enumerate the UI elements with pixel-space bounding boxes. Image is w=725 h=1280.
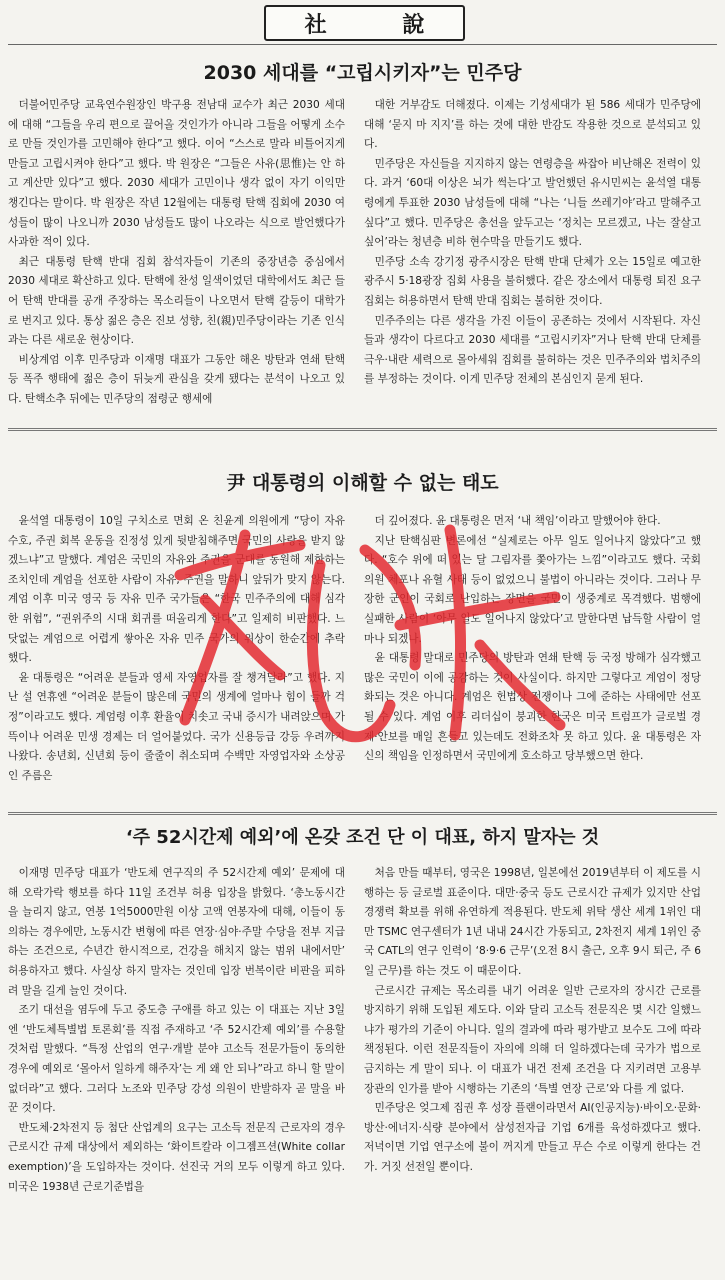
editorial-1-left-para-2: 최근 대통령 탄핵 반대 집회 참석자들이 기존의 중장년층 중심에서 2030 세대로 확산하고 있다. 탄핵에 찬성 일색이었던 대학에서도 최근 들어 탄핵 반대를 공개 주장하는 목소리들이 나오면서 탄핵 갈등이 대학가로 번지고 있다. 통상 젊은 층은 진보 성향, 친(親)민주당이라는 기존 인식과는 다른 새로운 현상이다.	[8, 255, 345, 347]
editorial-3-right-para-2: 근로시간 규제는 목소리를 내기 어려운 일반 근로자의 장시간 근로를 방지하기 위해 도입된 제도다. 이와 달리 고소득 전문직은 몇 시간 일했느냐가 평가의 기준이 아니다. 일의 결과에 따라 평가받고 보수도 그에 따라 책정된다. 이런 전문직들이 자의에 의해 더 일하겠다는데 국가가 법으로 금지하는 게 말이 되나. 이 대표가 내건 전제 조건을 다 지키려면 고용부 장관의 인가를 받아 시행하는 기존의 ‘특별 연장 근로’와 다를 게 없다.	[364, 984, 701, 1095]
editorial-2-left-para-1: 윤석열 대통령이 10일 구치소로 면회 온 친윤계 의원에게 “당이 자유 수호, 주권 회복 운동을 진정성 있게 뒷받침해주면 국민의 사랑을 받지 않겠느냐”고 말했다. 계엄은 국민의 자유와 주권을 군대를 동원해 제한하는 조치인데 계엄을 선포한 사람이 자유, 주권을 말하니 앞뒤가 맞지 않는다. 계엄 이후 미국 영국 등 자유 민주 국가들은 “한국 민주주의에 대해 심각한 위험”, “권위주의 시대 회귀를 떠올리게 한다”고 일제히 비판했다. 느닷없는 계엄으로 어렵게 쌓아온 자유 민주 국가의 위상이 한순간에 추락했다.	[8, 515, 345, 665]
editorial-1-left-para-1: 더불어민주당 교육연수원장인 박구용 전남대 교수가 최근 2030 세대에 대해 “그들을 우리 편으로 끌어올 것인가가 아니라 그들을 어떻게 소수로 만들 것인가를 고민해야 한다”고 했다. 이어 “스스로 말라 비틀어지게 만들고 고립시켜야 한다”고 했다. 박 원장은 “그들은 사유(思惟)는 안 하고 계산만 있다”고 했다. 2030 세대가 고민이나 생각 없이 자기 이익만 챙긴다는 말이다. 박 원장은 작년 12월에는 대통령 탄핵 집회에 2030 여성들이 많이 나오니까 2030 남성들도 많이 나오라는 식으로 발언했다가 사과한 적이 있다.	[8, 99, 345, 249]
editorial-3-left-para-2: 조기 대선을 염두에 두고 중도층 구애를 하고 있는 이 대표는 지난 3일엔 ‘반도체특별법 토론회’를 직접 주재하고 ‘주 52시간제 예외’를 수용할 것처럼 말했다. “특정 산업의 연구·개발 분야 고소득 전문가들이 동의한 경우에 예외로 ‘몰아서 일하게 해주자’는 게 왜 안 되나”라고 하니 할 말이 없더라”고 했다. 그러다 노조와 민주당 강성 의원이 반발하자 곧 말을 바꾼 것이다.	[8, 1004, 345, 1115]
masthead-title: 社 說	[304, 11, 459, 38]
editorial-3-left-column	[8, 864, 345, 1260]
editorial-3-headline: ‘주 52시간제 예외’에 온갖 조건 단 이 대표, 하지 말자는 것	[125, 827, 600, 848]
editorial-2-left-column	[8, 512, 345, 806]
divider-1	[8, 428, 717, 431]
editorial-3-left-para-1: 이재명 민주당 대표가 ‘반도체 연구직의 주 52시간제 예외’ 문제에 대해 오락가락 행보를 하다 11일 조건부 허용 입장을 밝혔다. ‘총노동시간을 늘리지 않고, 연봉 1억5000만원 이상 고액 연봉자에 대해, 이들이 동의하는 경우에만, 노동시간 변형에 따른 연장·심야·주말 수당을 전부 지급하는 조건으로, 수년간 한시적으로, 건강을 해치지 않는 범위 내에서만’ 허용하자고 했다. 사실상 하지 말자는 것인데 입장 번복이란 비판을 피하려 말을 길게 늘인 것이다.	[8, 867, 345, 997]
editorial-1-right-column	[364, 96, 701, 422]
editorial-3-right-para-1: 처음 만들 때부터, 영국은 1998년, 일본에선 2019년부터 이 제도를 시행하는 등 글로벌 표준이다. 대만·중국 등도 근로시간 규제가 있지만 산업 경쟁력 확보를 위해 유연하게 적용된다. 반도체 위탁 생산 세계 1위인 대만 TSMC 연구센터가 1년 내내 24시간 가동되고, 2차전지 세계 1위인 중국 CATL의 연구 인력이 ‘8·9·6 근무’(오전 8시 출근, 오후 9시 퇴근, 주 6일 근무)를 하는 것도 이 때문이다.	[364, 867, 701, 977]
divider-2	[8, 812, 717, 815]
editorial-1-left-column	[8, 96, 345, 422]
editorial-2-right-para-3: 윤 대통령 말대로 민주당의 방탄과 연쇄 탄핵 등 국정 방해가 심각했고 많은 국민이 이에 공감하는 것이 사실이다. 하지만 그렇다고 계엄이 정당화되는 것은 아니다. 계엄은 헌법상 전쟁이나 그에 준하는 사태에만 선포될 수 있다. 계엄 이후 리더십이 붕괴한 한국은 미국 트럼프가 글로벌 경제·안보를 매일 흔들고 있는데도 전화조차 못 하고 있다. 윤 대통령은 자신의 책임을 인정하면서 국민에게 호소하고 당부했으면 한다.	[364, 652, 701, 763]
editorial-2-right-para-1: 더 깊어졌다. 윤 대통령은 먼저 ‘내 책임’이라고 말했어야 한다.	[374, 515, 661, 527]
editorial-1-right-para-2: 민주당은 자신들을 지지하지 않는 연령층을 싸잡아 비난해온 전력이 있다. 과거 ‘60대 이상은 뇌가 썩는다’고 발언했던 유시민씨는 윤석열 대통령에게 투표한 2030 남성들에 대해 “나는 ‘니들 쓰레기야’라고 말해주고 싶다”고 했다. 민주당은 총선을 앞두고는 ‘정치는 모르겠고, 나는 잘살고 싶어’라는 청년층 비하 현수막을 만들기도 했다.	[364, 157, 701, 249]
editorial-2-left-para-2: 윤 대통령은 “어려운 분들과 영세 자영업자를 잘 챙겨달라”고 했다. 지난 설 연휴엔 “어려운 분들이 많은데 국민의 생계에 얼마나 힘이 들까 걱정”이라고도 했다. 계엄령 이후 환율이 치솟고 국내 증시가 내려앉으며 가뜩이나 어려운 민생 경제는 더 얼어붙었다. 국가 신용등급 강등 우려까지 나왔다. 송년회, 신년회 등이 줄줄이 취소되며 수백만 자영업자와 소상공인 주름은	[8, 671, 345, 782]
masthead-box	[264, 5, 465, 41]
editorial-2-right-para-2: 지난 탄핵심판 변론에선 “실제로는 아무 일도 일어나지 않았다”고 했다. “호수 위에 떠 있는 달 그림자를 쫓아가는 느낌”이라고도 했다. 국회의원 체포나 유혈 사태 등이 없었으니 불법이 아니라는 것이다. 그러나 무장한 군인이 국회로 난입하는 장면을 국민이 생중계로 목격했다. 범행에 실패한 사람이 ‘아무 일도 일어나지 않았다’고 말한다면 납득할 사람이 얼마나 되겠나.	[364, 534, 701, 645]
editorial-1-right-para-1: 대한 거부감도 더해졌다. 이제는 기성세대가 된 586 세대가 민주당에 대해 ‘묻지 마 지지’를 하는 것에 대한 반감도 작용한 것으로 분석되고 있다.	[364, 99, 701, 151]
editorial-2-right-column	[364, 512, 701, 806]
editorial-1-headline: 2030 세대를 “고립시키자”는 민주당	[203, 62, 522, 84]
top-rule	[8, 44, 717, 45]
editorial-1-right-para-3: 민주당 소속 강기정 광주시장은 탄핵 반대 단체가 오는 15일로 예고한 광주시 5·18광장 집회 사용을 불허했다. 같은 장소에서 대통령 퇴진 요구 집회는 허용하면서 탄핵 반대 집회는 불허한 것이다.	[364, 255, 701, 307]
editorial-1-right-para-4: 민주주의는 다른 생각을 가진 이들이 공존하는 것에서 시작된다. 자신들과 생각이 다르다고 2030 세대를 “고립시키자”거나 탄핵 반대 단체를 극우·내란 세력으로 몰아세워 집회를 불허하는 것은 민주주의와 법치주의를 부정하는 것이다. 이게 민주당 전체의 본심인지 묻게 된다.	[364, 314, 701, 386]
editorial-2-headline: 尹 대통령의 이해할 수 없는 태도	[226, 472, 499, 494]
editorial-3-left-para-3: 반도체·2차전지 등 첨단 산업계의 요구는 고소득 전문직 근로자의 경우 근로시간 규제 대상에서 제외하는 ‘화이트칼라 이그젬프션(White collar exemption)’을 도입하자는 것이다. 선진국 거의 모두 이렇게 하고 있다. 미국은 1938년 근로기준법을	[8, 1121, 345, 1193]
editorial-3-right-para-3: 민주당은 엊그제 집권 후 성장 플랜이라면서 AI(인공지능)·바이오·문화·방산·에너지·식량 분야에서 삼성전자급 기업 6개를 육성하겠다고 했다. 저녁이면 기업 연구소에 불이 꺼지게 만들고 무슨 수로 이렇게 한다는 건가. 거짓 선전일 뿐이다.	[364, 1102, 701, 1173]
editorial-3-right-column	[364, 864, 701, 1260]
editorial-1-left-para-3: 비상계엄 이후 민주당과 이재명 대표가 그동안 해온 방탄과 연쇄 탄핵 등 폭주 행태에 젊은 층이 뒤늦게 관심을 갖게 됐다는 분석이 나오고 있다. 탄핵소추 뒤에는 민주당의 점령군 행세에	[8, 353, 345, 405]
